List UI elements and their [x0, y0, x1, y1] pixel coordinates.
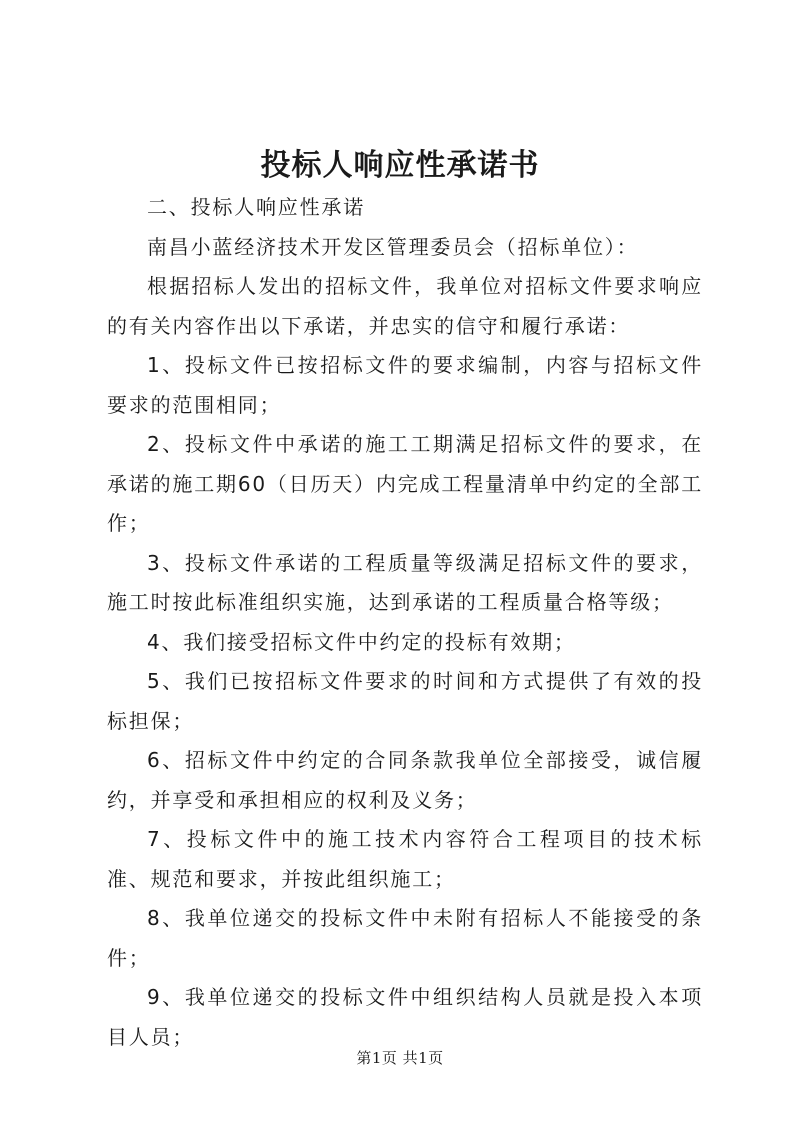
paragraph-item-6: 6、招标文件中约定的合同条款我单位全部接受，诚信履约，并享受和承担相应的权利及义务；	[107, 748, 703, 812]
paragraph-item-3: 3、投标文件承诺的工程质量等级满足招标文件的要求，施工时按此标准组织实施，达到承诺的工程质量合格等级；	[107, 550, 703, 614]
paragraph-intro: 根据招标人发出的招标文件，我单位对招标文件要求响应的有关内容作出以下承诺，并忠实的信守和履行承诺：	[107, 274, 703, 338]
paragraph-item-9: 9、我单位递交的投标文件中组织结构人员就是投入本项目人员；	[107, 985, 703, 1049]
paragraph-item-4: 4、我们接受招标文件中约定的投标有效期；	[147, 629, 576, 654]
paragraph-item-1: 1、投标文件已按招标文件的要求编制，内容与招标文件要求的范围相同；	[107, 353, 703, 417]
paragraph-addressee: 南昌小蓝经济技术开发区管理委员会（招标单位）：	[147, 234, 639, 259]
paragraph-heading: 二、投标人响应性承诺	[147, 195, 365, 219]
document-body	[107, 188, 703, 1057]
paragraph-item-8: 8、我单位递交的投标文件中未附有招标人不能接受的条件；	[107, 906, 703, 970]
paragraph-item-2: 2、投标文件中承诺的施工工期满足招标文件的要求，在承诺的施工期60（日历天）内完成工程量清单中约定的全部工作；	[107, 432, 703, 535]
paragraph-item-5: 5、我们已按招标文件要求的时间和方式提供了有效的投标担保；	[107, 669, 703, 733]
page-number-footer: 第1页 共1页	[356, 1049, 444, 1067]
document-title: 投标人响应性承诺书	[260, 148, 540, 183]
paragraph-item-7: 7、投标文件中的施工技术内容符合工程项目的技术标准、规范和要求，并按此组织施工；	[107, 827, 703, 891]
